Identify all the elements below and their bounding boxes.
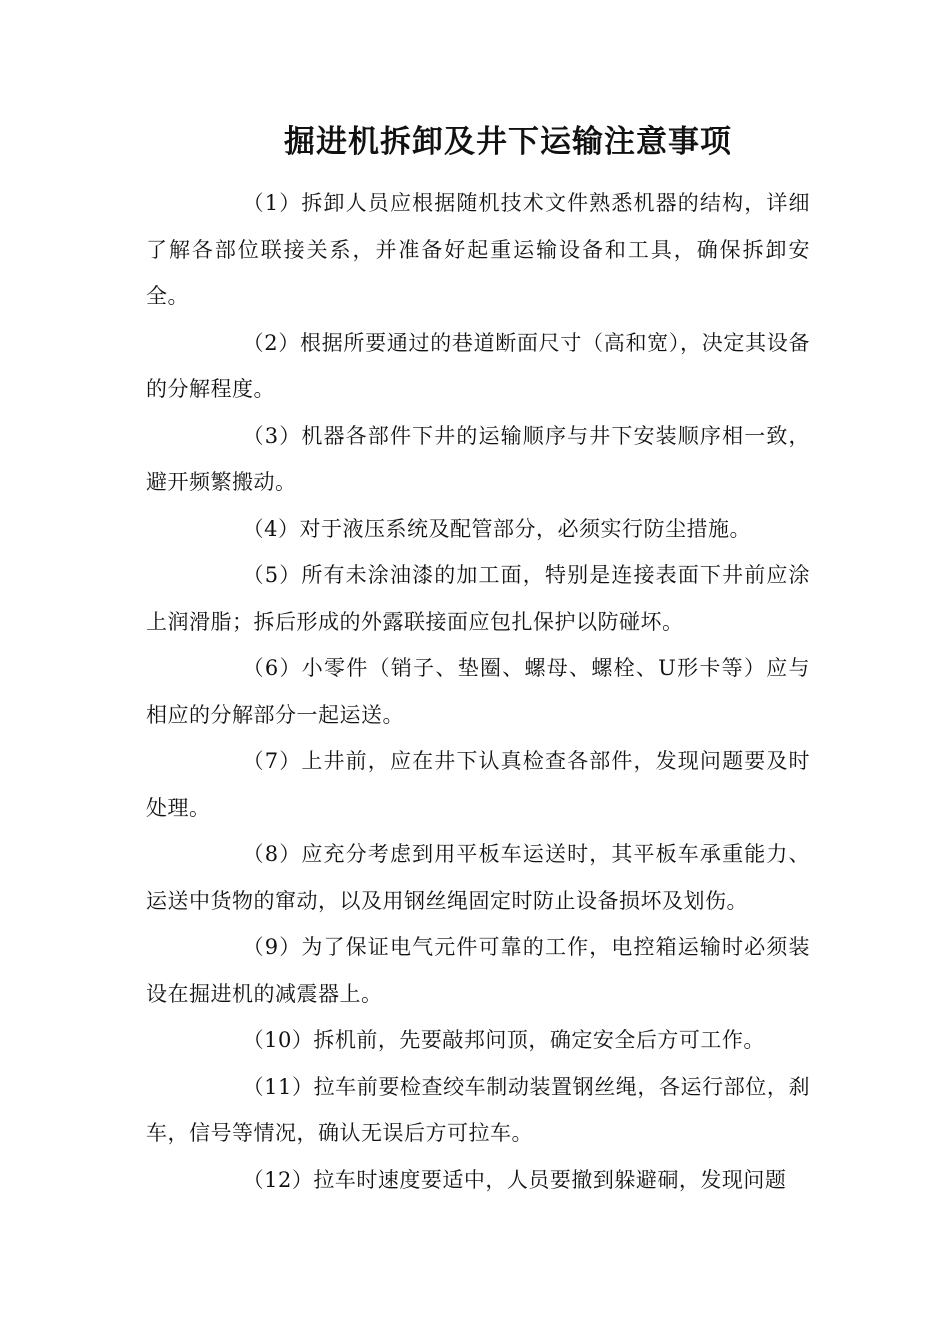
paragraph-1: （1）拆卸人员应根据随机技术文件熟悉机器的结构，详细了解各部位联接关系，并准备好起重运输设备和工具，确保拆卸安全。 — [146, 191, 810, 308]
paragraph-11: （11）拉车前要检查绞车制动装置钢丝绳，各运行部位，刹车，信号等情况，确认无误后方可拉车。 — [146, 1074, 810, 1145]
paragraph-12: （12）拉车时速度要适中，人员要撤到躲避硐，发现问题 — [242, 1167, 787, 1192]
document-title: 掘进机拆卸及井下运输注意事项 — [284, 124, 732, 160]
paragraph-7: （7）上井前，应在井下认真检查各部件，发现问题要及时处理。 — [146, 749, 810, 820]
paragraph-2: （2）根据所要通过的巷道断面尺寸（高和宽），决定其设备的分解程度。 — [146, 330, 810, 401]
paragraph-8: （8）应充分考虑到用平板车运送时，其平板车承重能力、运送中货物的窜动，以及用钢丝绳固定时防止设备损坏及划伤。 — [146, 842, 810, 913]
document-body — [146, 180, 810, 1203]
paragraph-10: （10）拆机前，先要敲邦问顶，确定安全后方可工作。 — [242, 1028, 765, 1052]
paragraph-9: （9）为了保证电气元件可靠的工作，电控箱运输时必须装设在掘进机的减震器上。 — [146, 935, 810, 1006]
paragraph-5: （5）所有未涂油漆的加工面，特别是连接表面下井前应涂上润滑脂；拆后形成的外露联接面应包扎保护以防碰坏。 — [146, 563, 810, 634]
paragraph-3: （3）机器各部件下井的运输顺序与井下安装顺序相一致，避开频繁搬动。 — [146, 423, 810, 494]
paragraph-4: （4）对于液压系统及配管部分，必须实行防尘措施。 — [242, 516, 751, 541]
paragraph-6: （6）小零件（销子、垫圈、螺母、螺栓、U形卡等）应与相应的分解部分一起运送。 — [146, 656, 810, 727]
